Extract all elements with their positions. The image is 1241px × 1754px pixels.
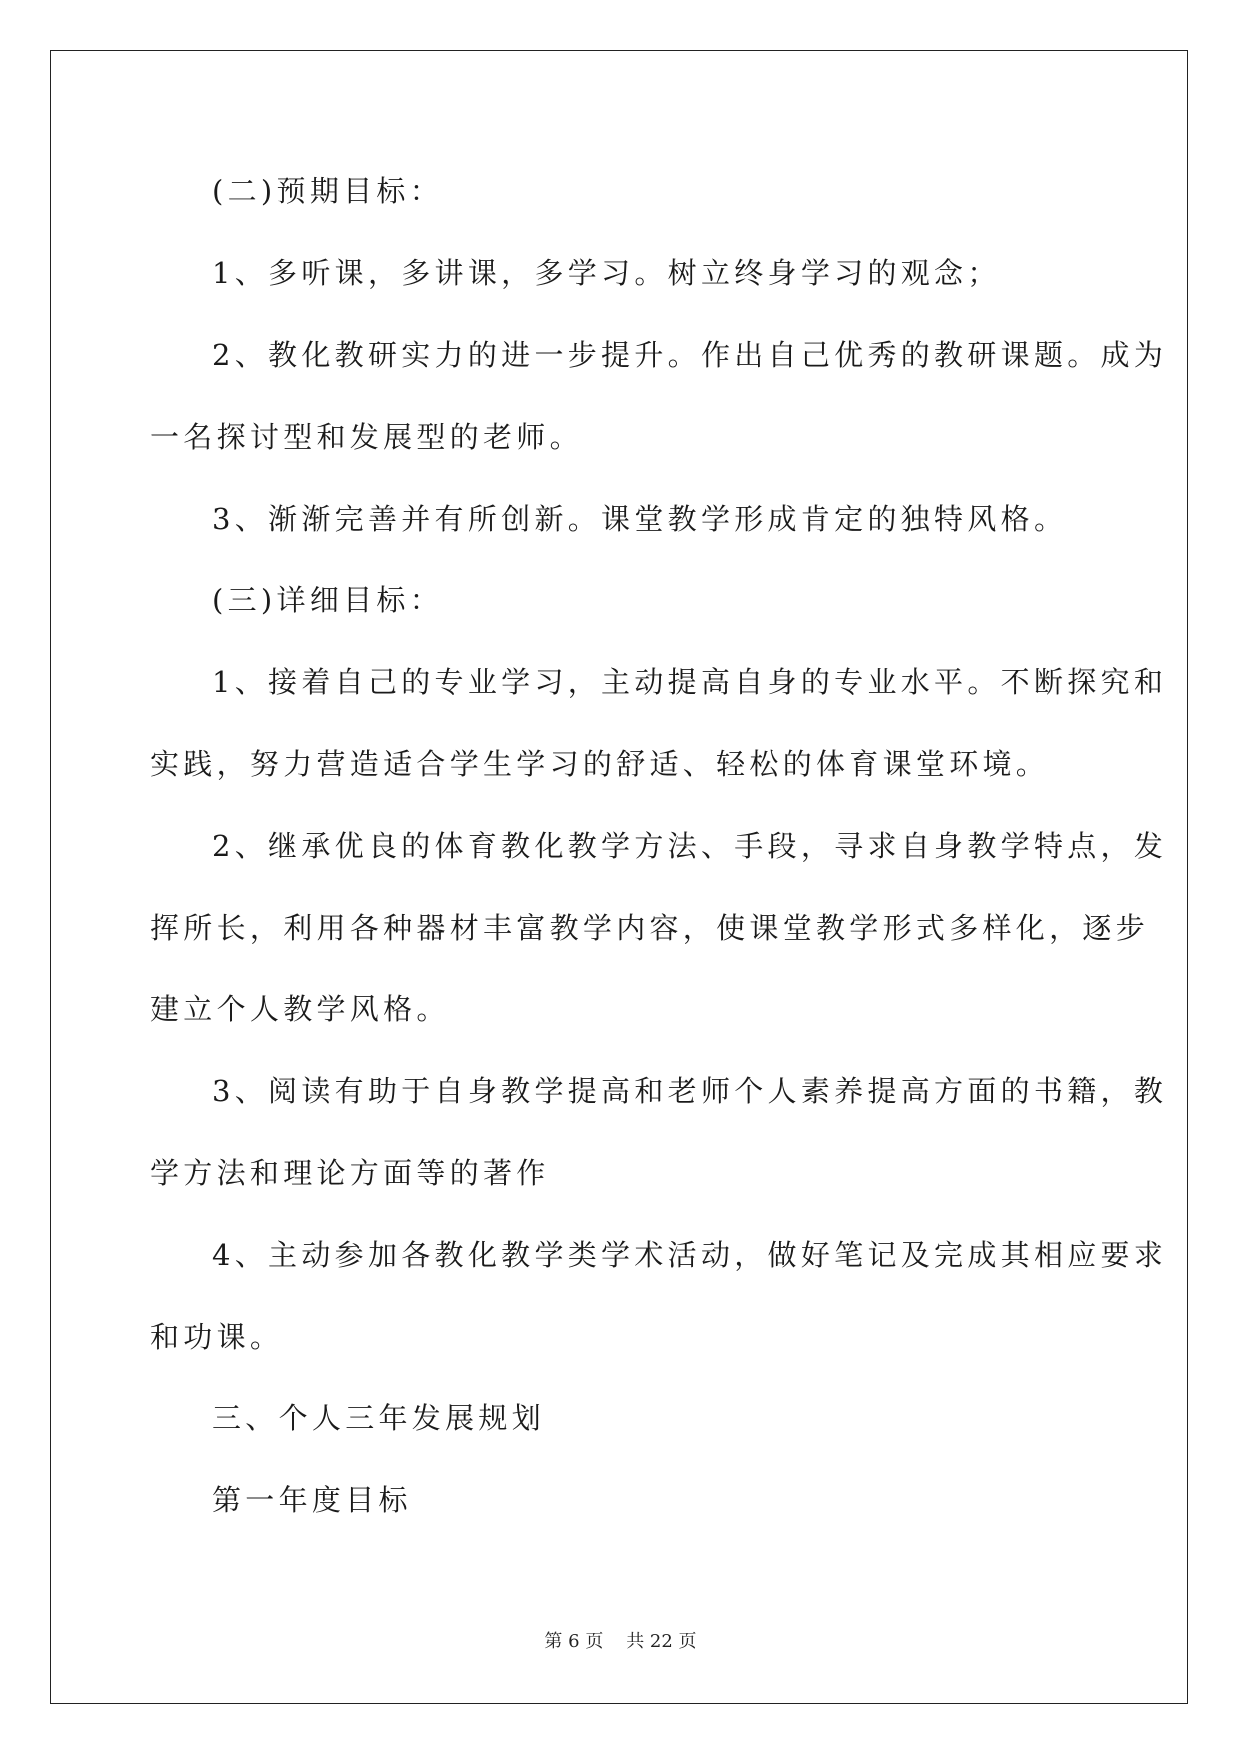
paragraph-line: 3、阅读有助于自身教学提高和老师个人素养提高方面的书籍，教 <box>212 1074 1168 1108</box>
paragraph-line: 一名探讨型和发展型的老师。 <box>150 420 583 454</box>
paragraph-line: 学方法和理论方面等的著作 <box>150 1156 550 1190</box>
paragraph-line: 1、接着自己的专业学习，主动提高自身的专业水平。不断探究和 <box>212 665 1168 699</box>
page-number: 第 6 页 共 22 页 <box>544 1631 697 1652</box>
section-heading: 三、个人三年发展规划 <box>212 1401 546 1435</box>
paragraph-line: 和功课。 <box>150 1320 284 1354</box>
heading-expected-goals: (二)预期目标： <box>212 174 444 208</box>
paragraph-line: 2、教化教研实力的进一步提升。作出自己优秀的教研课题。成为 <box>212 338 1168 372</box>
paragraph-line: 4、主动参加各教化教学类学术活动，做好笔记及完成其相应要求 <box>212 1238 1168 1272</box>
paragraph-line: 2、继承优良的体育教化教学方法、手段，寻求自身教学特点，发 <box>212 829 1168 863</box>
paragraph-line: 实践，努力营造适合学生学习的舒适、轻松的体育课堂环境。 <box>150 747 1050 781</box>
paragraph-line: 建立个人教学风格。 <box>150 992 450 1026</box>
page-footer <box>0 1630 1241 1654</box>
paragraph-line: 1、多听课，多讲课，多学习。树立终身学习的观念； <box>212 256 1001 290</box>
paragraph-line: 挥所长，利用各种器材丰富教学内容，使课堂教学形式多样化，逐步 <box>150 911 1150 945</box>
heading-detailed-goals: (三)详细目标： <box>212 583 444 617</box>
page-border <box>50 50 1188 1704</box>
sub-heading: 第一年度目标 <box>212 1483 412 1517</box>
paragraph-line: 3、渐渐完善并有所创新。课堂教学形成肯定的独特风格。 <box>212 502 1068 536</box>
